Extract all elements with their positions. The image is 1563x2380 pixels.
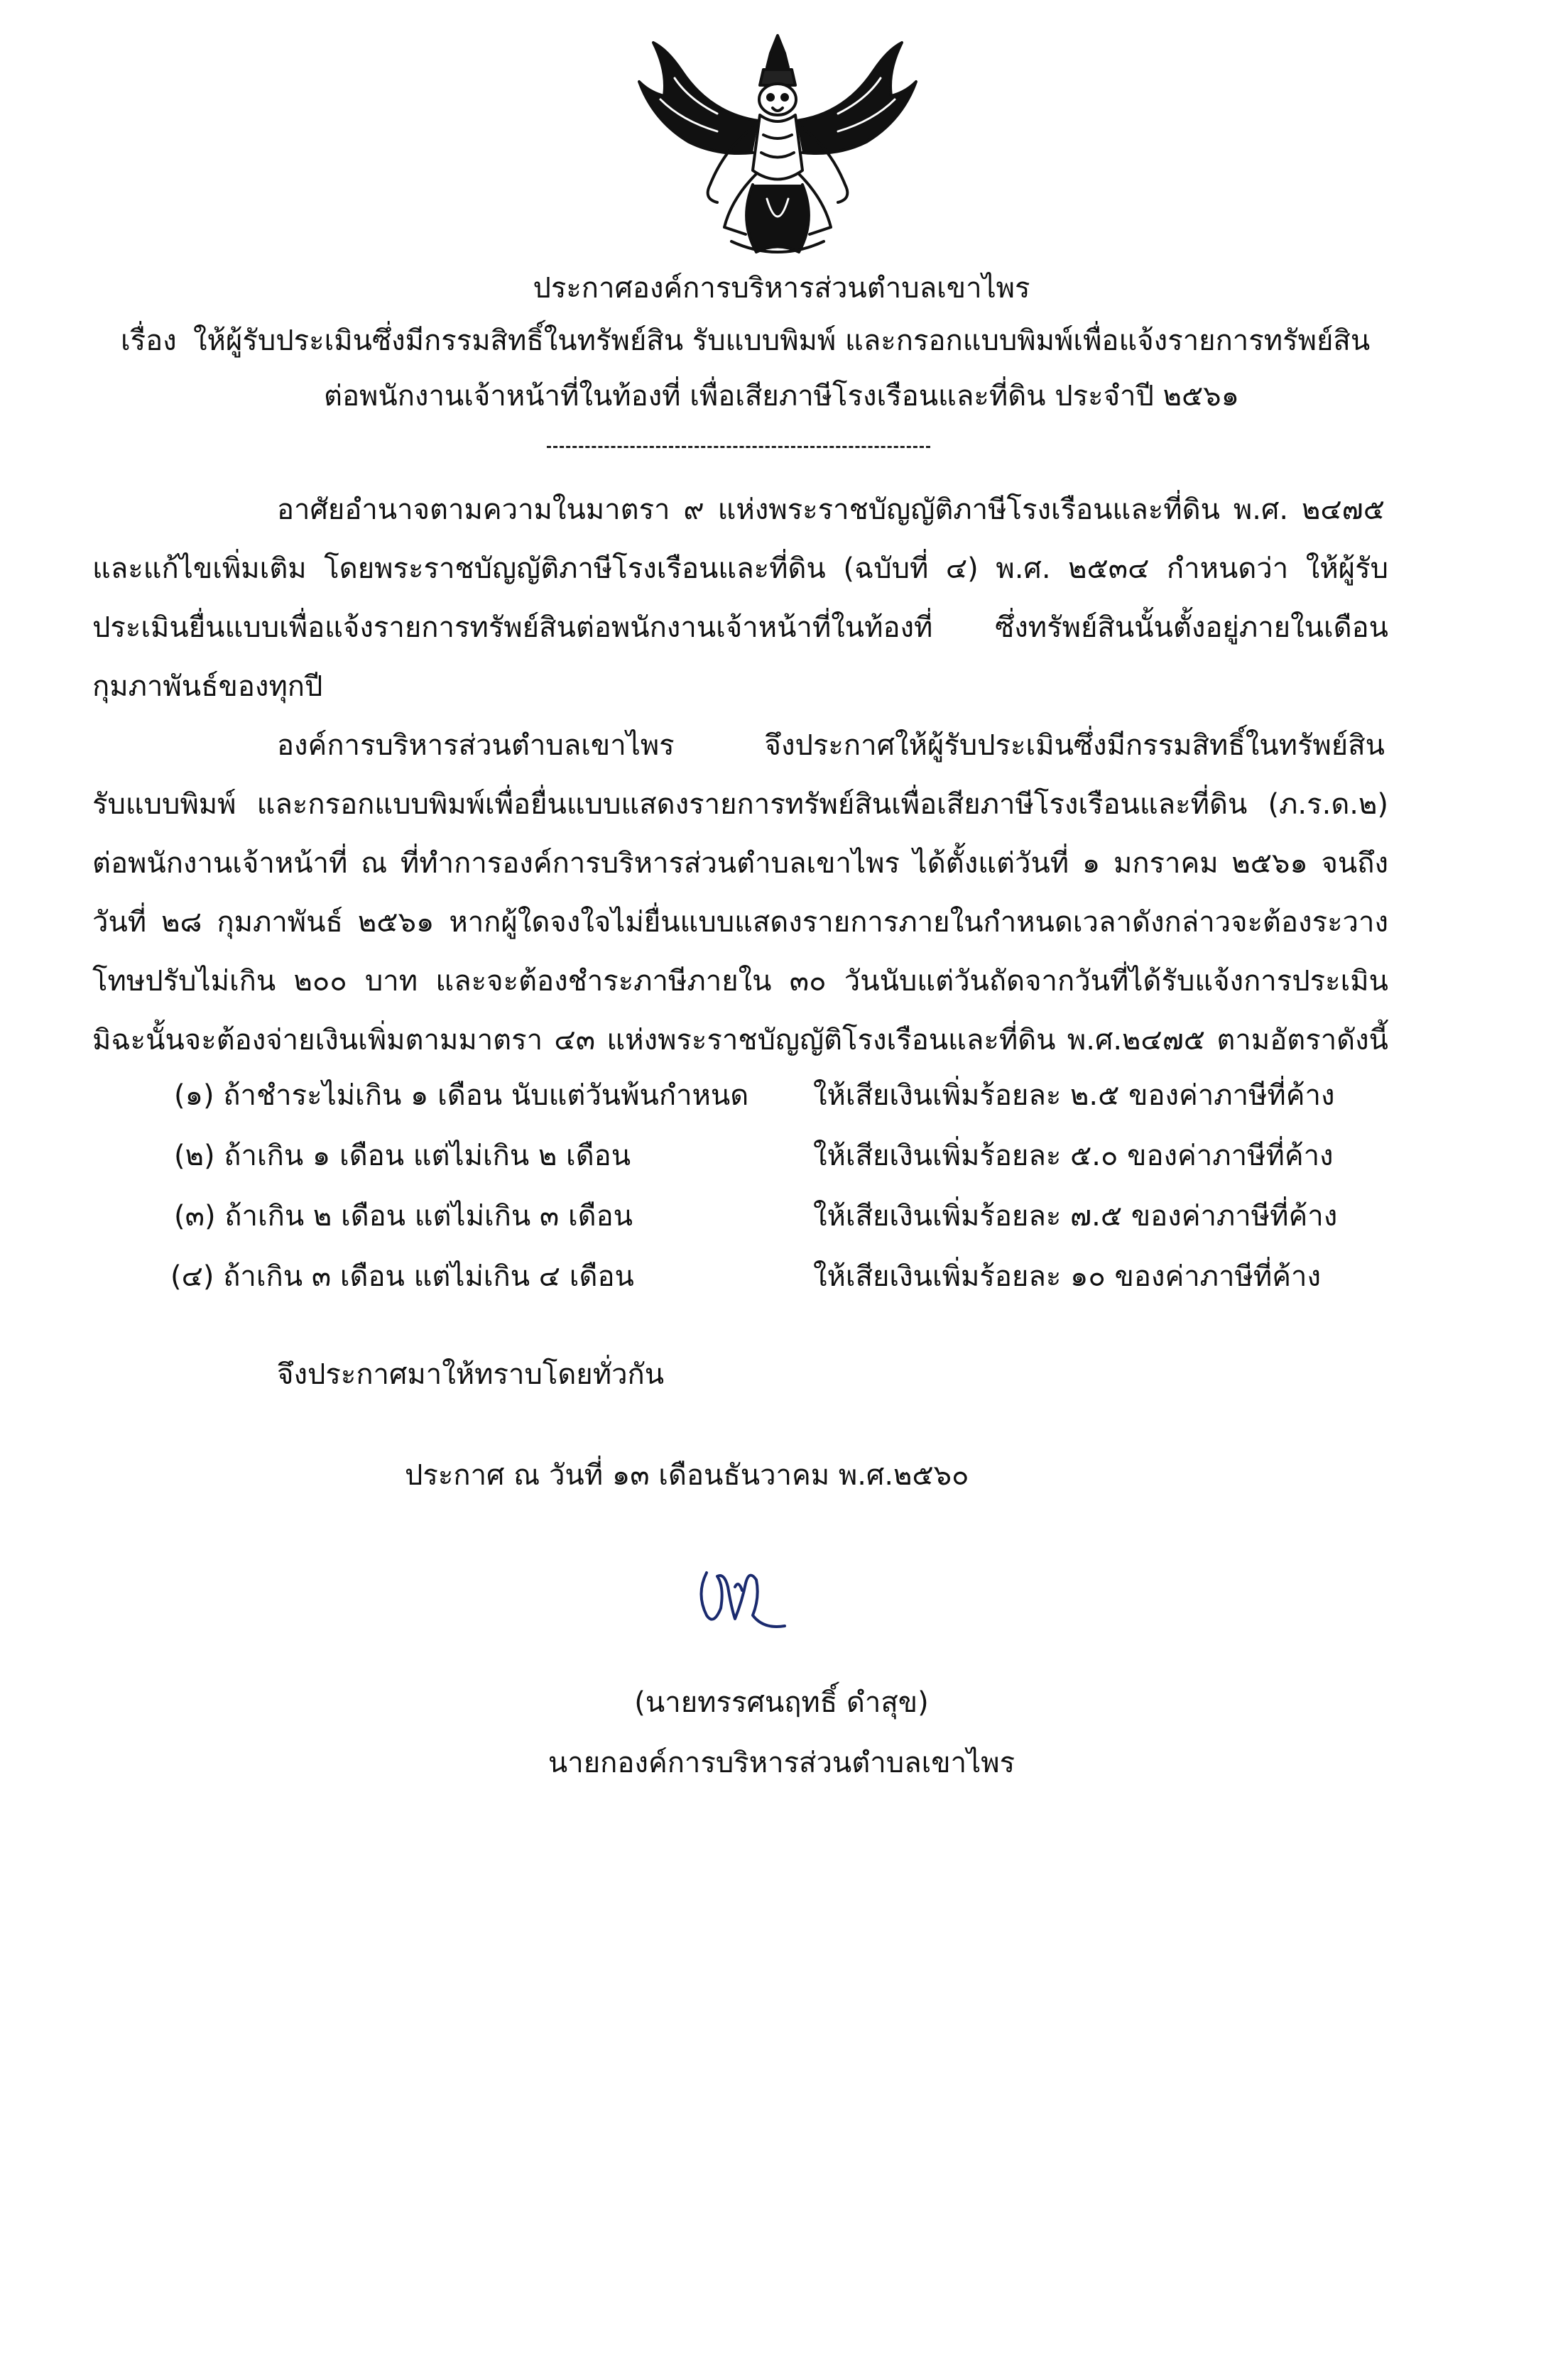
garuda-emblem-icon: [625, 28, 930, 263]
rate-condition-4: (๔) ถ้าเกิน ๓ เดือน แต่ไม่เกิน ๔ เดือน: [170, 1260, 634, 1293]
announcement-title: ประกาศองค์การบริหารส่วนตำบลเขาไพร: [533, 272, 1030, 305]
para2-line-6: มิฉะนั้นจะต้องจ่ายเงินเพิ่มตามมาตรา ๔๓ แห่งพระราชบัญญัติโรงเรือนและที่ดิน พ.ศ.๒๔๗๕ ตามอัตราดังนี้: [92, 1024, 1388, 1057]
announcement-date: ประกาศ ณ วันที่ ๑๓ เดือนธันวาคม พ.ศ.๒๕๖๐: [405, 1459, 969, 1492]
signatory-name: (นายทรรศนฤทธิ์ ดำสุข): [634, 1686, 929, 1719]
subject-label: เรื่อง: [121, 324, 177, 357]
subject-line-1: ให้ผู้รับประเมินซึ่งมีกรรมสิทธิ์ในทรัพย์สิน รับแบบพิมพ์ และกรอกแบบพิมพ์เพื่อแจ้งรายการทรัพย์สิน: [193, 324, 1371, 357]
rate-penalty-1: ให้เสียเงินเพิ่มร้อยละ ๒.๕ ของค่าภาษีที่ค้าง: [813, 1079, 1335, 1112]
rate-penalty-3: ให้เสียเงินเพิ่มร้อยละ ๗.๕ ของค่าภาษีที่ค้าง: [813, 1200, 1338, 1233]
closing-statement: จึงประกาศมาให้ทราบโดยทั่วกัน: [277, 1358, 665, 1391]
rate-condition-3: (๓) ถ้าเกิน ๒ เดือน แต่ไม่เกิน ๓ เดือน: [174, 1200, 633, 1233]
para1-line-3: ประเมินยื่นแบบเพื่อแจ้งรายการทรัพย์สินต่อพนักงานเจ้าหน้าที่ในท้องที่ ซึ่งทรัพย์สินนั้นตั้งอยู่ภายในเดือน: [92, 611, 1388, 644]
para1-line-4: กุมภาพันธ์ของทุกปี: [92, 670, 323, 703]
rate-condition-1: (๑) ถ้าชำระไม่เกิน ๑ เดือน นับแต่วันพ้นกำหนด: [174, 1079, 749, 1112]
para1-line-1: อาศัยอำนาจตามความในมาตรา ๙ แห่งพระราชบัญญัติภาษีโรงเรือนและที่ดิน พ.ศ. ๒๔๗๕: [277, 493, 1385, 526]
subject-line-2: ต่อพนักงานเจ้าหน้าที่ในท้องที่ เพื่อเสียภาษีโรงเรือนและที่ดิน ประจำปี ๒๕๖๑: [323, 380, 1240, 413]
para2-line-2: รับแบบพิมพ์ และกรอกแบบพิมพ์เพื่อยื่นแบบแสดงรายการทรัพย์สินเพื่อเสียภาษีโรงเรือนและที่ดิน (ภ.ร.ด.๒): [92, 788, 1388, 821]
para1-line-2: และแก้ไขเพิ่มเติม โดยพระราชบัญญัติภาษีโรงเรือนและที่ดิน (ฉบับที่ ๔) พ.ศ. ๒๕๓๔ กำหนดว่า ให้ผู้รับ: [92, 552, 1388, 585]
para2-line-1: องค์การบริหารส่วนตำบลเขาไพร จึงประกาศให้ผู้รับประเมินซึ่งมีกรรมสิทธิ์ในทรัพย์สิน: [277, 729, 1385, 762]
separator-line: [547, 446, 930, 448]
signatory-position: นายกองค์การบริหารส่วนตำบลเขาไพร: [548, 1747, 1015, 1779]
rate-condition-2: (๒) ถ้าเกิน ๑ เดือน แต่ไม่เกิน ๒ เดือน: [174, 1140, 631, 1172]
rate-penalty-4: ให้เสียเงินเพิ่มร้อยละ ๑๐ ของค่าภาษีที่ค้าง: [813, 1260, 1321, 1293]
rate-penalty-2: ให้เสียเงินเพิ่มร้อยละ ๕.๐ ของค่าภาษีที่ค้าง: [813, 1140, 1334, 1172]
para2-line-5: โทษปรับไม่เกิน ๒๐๐ บาท และจะต้องชำระภาษีภายใน ๓๐ วันนับแต่วันถัดจากวันที่ได้รับแจ้งการประเมิน: [92, 965, 1388, 998]
para2-line-3: ต่อพนักงานเจ้าหน้าที่ ณ ที่ทำการองค์การบริหารส่วนตำบลเขาไพร ได้ตั้งแต่วันที่ ๑ มกราคม ๒๕๖๑ จนถึง: [92, 847, 1388, 880]
para2-line-4: วันที่ ๒๘ กุมภาพันธ์ ๒๕๖๑ หากผู้ใดจงใจไม่ยื่นแบบแสดงรายการภายในกำหนดเวลาดังกล่าวจะต้องระวาง: [92, 906, 1388, 939]
handwritten-signature: [692, 1559, 799, 1637]
